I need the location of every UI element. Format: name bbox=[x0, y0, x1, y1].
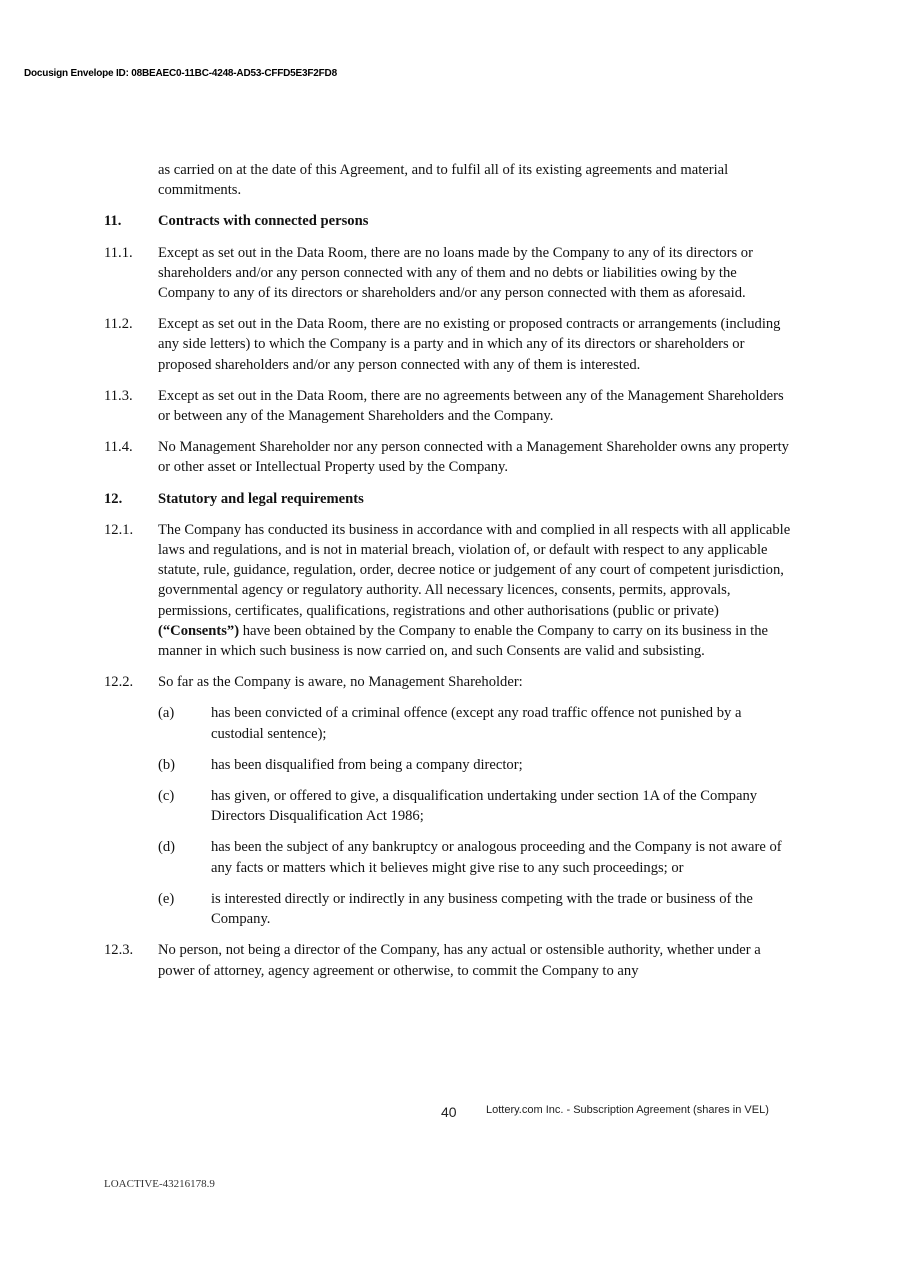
sub-clause-c bbox=[158, 786, 794, 826]
sub-clause-label: (b) bbox=[158, 756, 176, 773]
defined-term: (“Consents”) bbox=[158, 622, 240, 639]
clause-12-2 bbox=[104, 672, 794, 692]
sub-clause-text: is interested directly or indirectly in any business competing with the trade or business of the Company. bbox=[211, 890, 753, 928]
clause-text: No Management Shareholder nor any person connected with a Management Shareholder owns any property or other asset or Intellectual Property used by the Company. bbox=[158, 439, 789, 476]
footer-title: Lottery.com Inc. - Subscription Agreement (shares in VEL) bbox=[486, 1104, 769, 1116]
clause-11-2 bbox=[104, 314, 794, 375]
section-number: 11. bbox=[104, 213, 122, 230]
clause-11-3 bbox=[104, 386, 794, 426]
sub-clause-d bbox=[158, 837, 794, 877]
section-number: 12. bbox=[104, 490, 123, 507]
sub-clause-label: (e) bbox=[158, 890, 175, 907]
section-title: Contracts with connected persons bbox=[158, 213, 369, 230]
clause-text: Except as set out in the Data Room, there are no loans made by the Company to any of its directors or shareholders and/or any person connected with any of them and no debts or liabilities owing by the Company to any of its directors or shareholders and/or any person connected with them as aforesaid. bbox=[158, 244, 753, 302]
clause-text bbox=[158, 520, 794, 661]
sub-clause-text: has given, or offered to give, a disqualification undertaking under section 1A of the Company Directors Disqualification Act 1986; bbox=[211, 788, 758, 825]
section-12-heading bbox=[104, 489, 794, 509]
clause-12-1 bbox=[104, 520, 794, 661]
clause-text: So far as the Company is aware, no Management Shareholder: bbox=[158, 674, 523, 691]
clause-number: 11.4. bbox=[104, 439, 133, 456]
docusign-envelope-id: Docusign Envelope ID: 08BEAEC0-11BC-4248-AD53-CFFD5E3F2FD8 bbox=[24, 68, 337, 79]
document-body bbox=[104, 160, 794, 992]
clause-text: Except as set out in the Data Room, there are no agreements between any of the Management Shareholders or between any of the Management Shareholders and the Company. bbox=[158, 387, 784, 425]
sub-clause-e bbox=[158, 889, 794, 929]
sub-clause-label: (d) bbox=[158, 839, 176, 856]
continuation-paragraph: as carried on at the date of this Agreement, and to fulfil all of its existing agreements and material commitments. bbox=[158, 162, 729, 199]
clause-text: Except as set out in the Data Room, there are no existing or proposed contracts or arrangements (including any side letters) to which the Company is a party and in which any of its directors or shareholders or proposed shareholders and/or any person connected with any of them is interested. bbox=[158, 316, 781, 373]
clause-number: 12.1. bbox=[104, 521, 134, 538]
sub-clause-text: has been convicted of a criminal offence (except any road traffic offence not punished by a custodial sentence); bbox=[211, 705, 742, 742]
sub-clause-text: has been the subject of any bankruptcy or analogous proceeding and the Company is not aware of any facts or matters which it believes might give rise to any such proceedings; or bbox=[211, 839, 782, 876]
clause-11-1 bbox=[104, 243, 794, 304]
clause-text-part: The Company has conducted its business in accordance with and complied in all respects with all applicable laws and regulations, and is not in material breach, violation of, or default with respect to any applicable statute, rule, guidance, regulation, order, decree notice or judgement of any court of competent jurisdiction, governmental agency or regulatory authority. All necessary licences, consents, permits, approvals, permissions, certificates, qualifications, registrations and other authorisations (public or private) bbox=[158, 521, 791, 619]
clause-number: 11.3. bbox=[104, 387, 133, 404]
page-number: 40 bbox=[441, 1104, 457, 1120]
clause-number: 12.2. bbox=[104, 674, 134, 691]
sub-clause-label: (c) bbox=[158, 788, 175, 805]
clause-text-part: have been obtained by the Company to enable the Company to carry on its business in the manner in which such business is now carried on, and such Consents are valid and subsisting. bbox=[158, 622, 768, 660]
clause-12-3 bbox=[104, 940, 794, 980]
clause-number: 11.2. bbox=[104, 316, 133, 333]
clause-text: No person, not being a director of the Company, has any actual or ostensible authority, whether under a power of attorney, agency agreement or otherwise, to commit the Company to any bbox=[158, 942, 761, 979]
section-11-heading bbox=[104, 211, 794, 231]
clause-11-4 bbox=[104, 437, 794, 477]
document-id: LOACTIVE-43216178.9 bbox=[104, 1178, 215, 1190]
sub-clause-b bbox=[158, 755, 794, 775]
section-title: Statutory and legal requirements bbox=[158, 490, 364, 507]
sub-clause-label: (a) bbox=[158, 705, 175, 722]
clause-number: 11.1. bbox=[104, 244, 133, 261]
sub-clause-text: has been disqualified from being a company director; bbox=[211, 756, 523, 773]
clause-number: 12.3. bbox=[104, 942, 134, 959]
sub-clause-a bbox=[158, 703, 794, 743]
